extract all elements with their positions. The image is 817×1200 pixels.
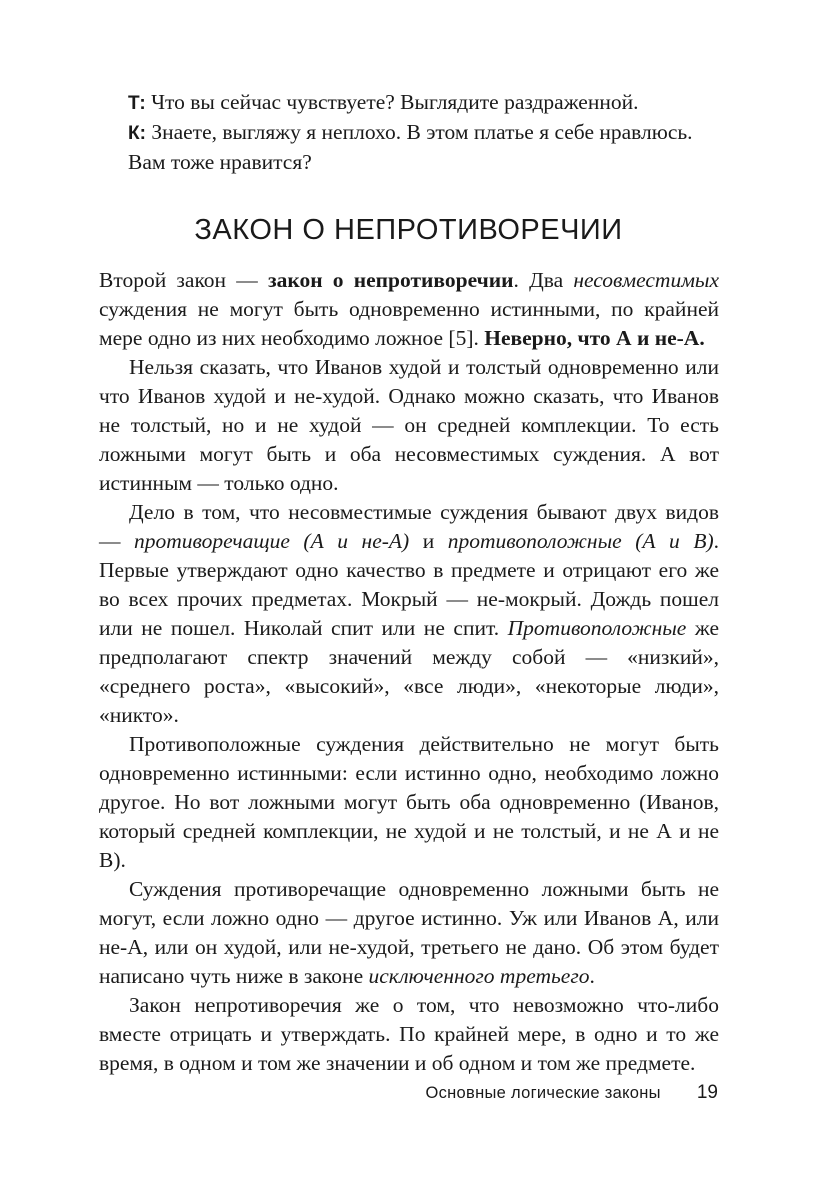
- text-run: . Первые утверждают одно качество в предмете и отрицают его же во всех прочих предметах. Мокрый — не-мокрый. Дождь пошел или не пошел. Николай спит или не спит.: [99, 529, 719, 640]
- text-run: же предполагают спектр значений между собой — «низкий», «среднего роста», «высокий», «все люди», «некоторые люди», «никто».: [99, 616, 719, 727]
- page-number: 19: [696, 1082, 718, 1103]
- paragraph: Закон непротиворечия же о том, что невозможно что-либо вместе отрицать и утверждать. По крайней мере, в одно и то же время, в одном и том же значении и об одном и том же предмете.: [99, 993, 719, 1075]
- text-run: суждения не могут быть одновременно истинными, по крайней мере одно из них необходимо ложное [5].: [99, 297, 719, 350]
- italic-term: противоположные (А и В): [447, 529, 714, 553]
- text-run: .: [589, 964, 595, 988]
- bold-statement: Неверно, что А и не-А.: [484, 326, 705, 350]
- text-run: . Два: [513, 268, 574, 292]
- section-title: ЗАКОН О НЕПРОТИВОРЕЧИИ: [194, 214, 623, 246]
- text-run: Дело в том, что несовместимые суждения бывают двух видов —: [99, 500, 719, 553]
- dialogue-line: [128, 88, 748, 118]
- dialogue-continuation: Вам тоже нравится?: [128, 150, 312, 174]
- dialogue-text: Что вы сейчас чувствуете? Выглядите раздраженной.: [151, 90, 639, 114]
- paragraph: [99, 875, 719, 991]
- italic-term: несовместимых: [573, 268, 720, 292]
- running-title: Основные логические законы: [425, 1084, 661, 1102]
- body-text: [99, 266, 719, 1078]
- italic-term: исключенного третьего: [368, 964, 590, 988]
- dialogue-line: [128, 118, 748, 148]
- bold-term: закон о непротиворечии: [267, 268, 514, 292]
- text-run: Второй закон —: [99, 268, 268, 292]
- paragraph: [99, 266, 719, 353]
- paragraph: Нельзя сказать, что Иванов худой и толстый одновременно или что Иванов худой и не-худой. Однако можно сказать, что Иванов не толстый, но и не худой — он средней комплекции. То есть ложными могут быть и оба несовместимых суждения. А вот истинным — только одно.: [99, 355, 719, 495]
- italic-term: Противоположные: [507, 616, 687, 640]
- speaker-label: К:: [128, 123, 146, 144]
- speaker-label: Т:: [128, 93, 146, 114]
- text-run: Суждения противоречащие одновременно ложными быть не могут, если ложно одно — другое истинно. Уж или Иванов А, или не-А, или он худой, или не-худой, третьего не дано. Об этом будет написано чуть ниже в законе: [99, 877, 719, 988]
- dialogue-text: Знаете, выгляжу я неплохо. В этом платье я себе нравлюсь.: [151, 120, 693, 144]
- text-run: и: [409, 529, 448, 553]
- page-footer: [0, 1082, 718, 1104]
- dialogue-excerpt: [128, 88, 748, 177]
- italic-term: противоречащие (А и не-А): [134, 529, 410, 553]
- paragraph: [99, 498, 719, 730]
- paragraph: Противоположные суждения действительно не могут быть одновременно истинными: если истинно одно, необходимо ложно другое. Но вот ложными могут быть оба одновременно (Иванов, который средней комплекции, не худой и не толстый, и не А и не В).: [99, 732, 719, 872]
